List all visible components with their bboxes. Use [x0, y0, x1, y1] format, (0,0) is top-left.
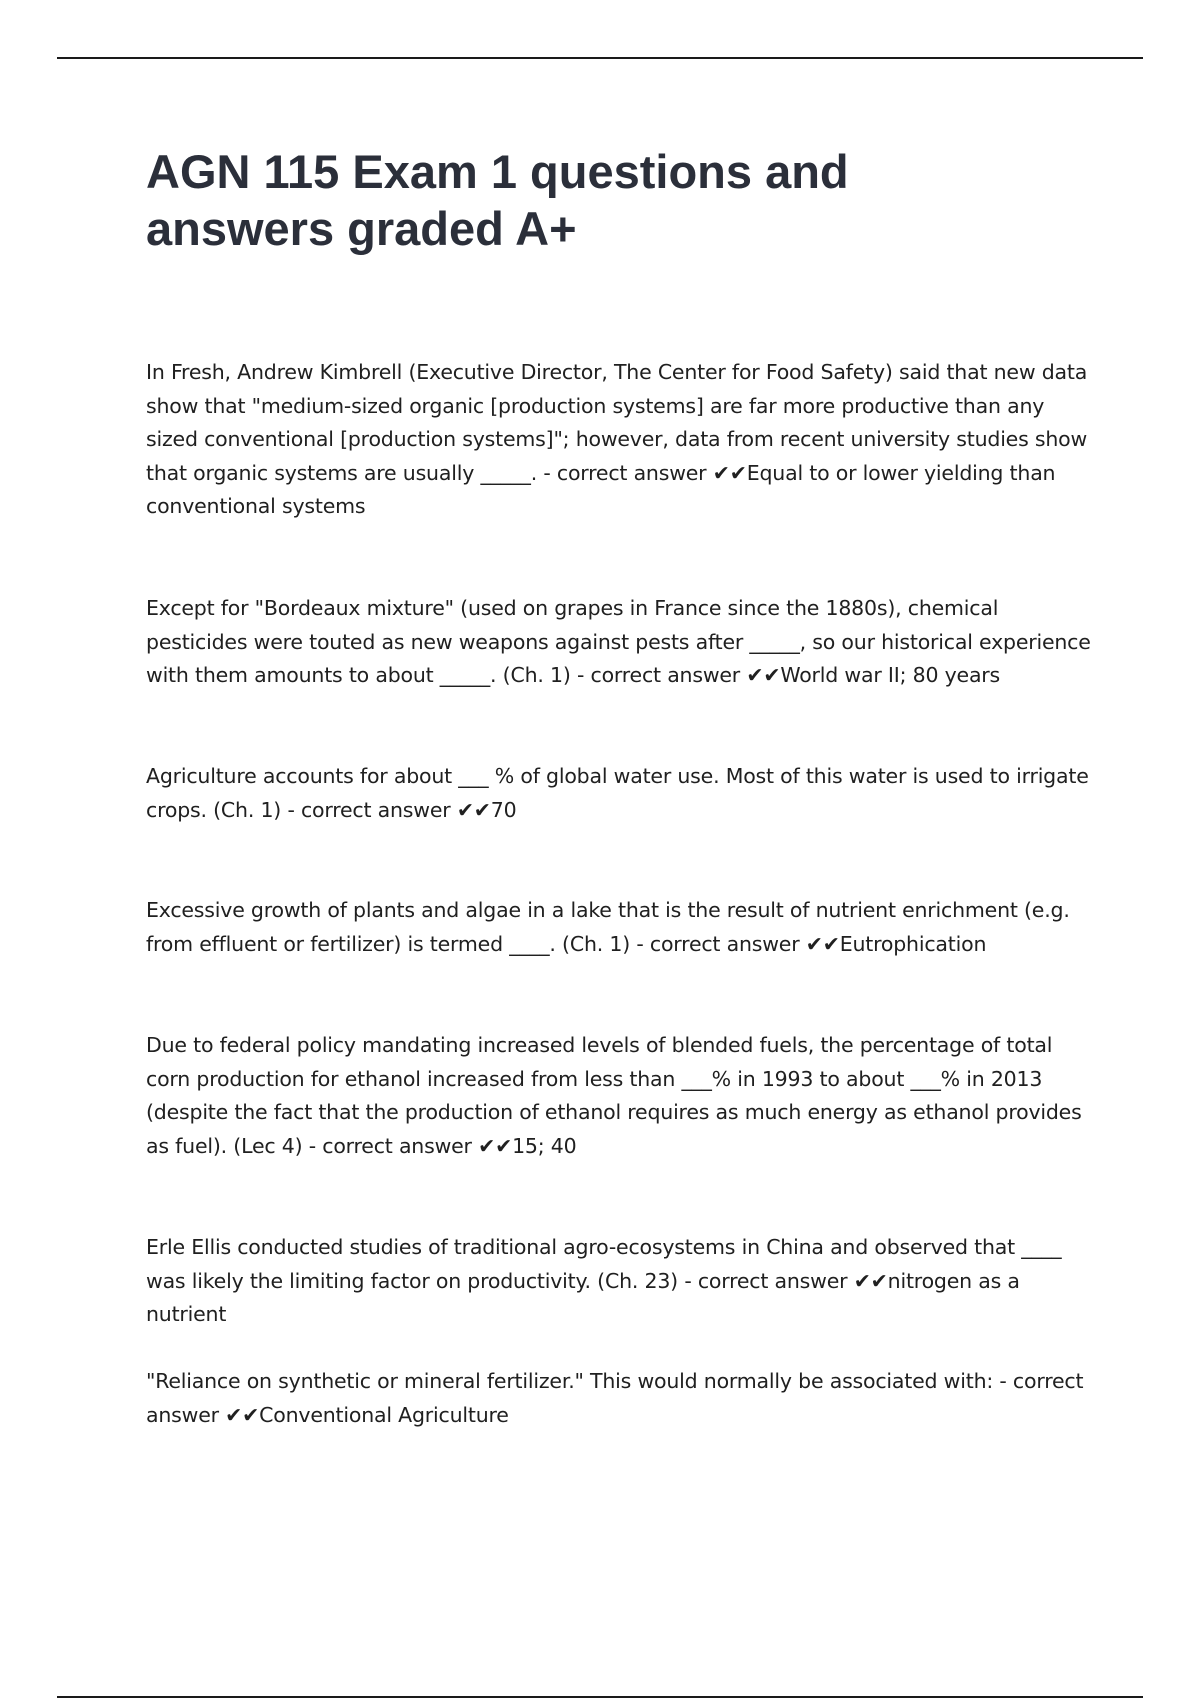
check-icon: ✔✔	[805, 931, 840, 956]
answer-prefix: - correct answer	[308, 1133, 472, 1158]
qa-item	[146, 760, 1096, 827]
question-text: Except for "Bordeaux mixture" (used on grapes in France since the 1880s), chemical pesticides were touted as new weapons against pests after _____, so our historical experience with them amounts to about _____. (Ch. 1)	[146, 596, 1091, 687]
answer-prefix: - correct answer	[636, 931, 800, 956]
answer-text: Equal to or lower yielding than conventional systems	[146, 460, 1056, 518]
answer-text: Eutrophication	[839, 931, 987, 956]
qa-item	[146, 592, 1096, 693]
answer-text: 15; 40	[512, 1133, 577, 1158]
check-icon: ✔✔	[746, 663, 781, 687]
bottom-divider	[57, 1696, 1143, 1698]
answer-prefix: - correct answer	[287, 797, 451, 822]
answer-prefix: - correct answer	[146, 1369, 1084, 1427]
question-text: Due to federal policy mandating increased levels of blended fuels, the percentage of total corn production for ethanol increased from less than ___% in 1993 to about ___% in 2013 (despite the fact that the production of ethanol requires as much energy as ethanol provides as fuel). (Lec 4)	[146, 1033, 1082, 1158]
answer-text: Conventional Agriculture	[259, 1402, 509, 1427]
answer-prefix: - correct answer	[576, 663, 741, 687]
question-text: Agriculture accounts for about ___ % of global water use. Most of this water is used to irrigate crops. (Ch. 1)	[146, 764, 1089, 822]
answer-prefix: - correct answer	[684, 1268, 848, 1293]
check-icon: ✔✔	[225, 1402, 260, 1427]
qa-item	[146, 1029, 1096, 1163]
check-icon: ✔✔	[456, 797, 491, 822]
answer-text: 70	[490, 797, 517, 822]
answer-text: nitrogen as a nutrient	[146, 1268, 1020, 1326]
question-text: In Fresh, Andrew Kimbrell (Executive Director, The Center for Food Safety) said that new data show that "medium-sized organic [production systems] are far more productive than any sized conventional [production systems]"; however, data from recent university studies show that organic systems are usually _____.	[146, 360, 1088, 485]
answer-text: World war II; 80 years	[780, 663, 1001, 687]
check-icon: ✔✔	[712, 460, 747, 485]
page-title: AGN 115 Exam 1 questions and answers graded A+	[146, 145, 849, 255]
qa-item	[146, 1365, 1096, 1432]
check-icon: ✔✔	[853, 1268, 888, 1293]
question-text: "Reliance on synthetic or mineral fertilizer." This would normally be associated with:	[146, 1369, 994, 1393]
check-icon: ✔✔	[478, 1133, 513, 1158]
qa-item	[146, 894, 1096, 961]
top-divider	[57, 57, 1143, 59]
question-text: Erle Ellis conducted studies of traditional agro-ecosystems in China and observed that ____ was likely the limiting factor on productivity. (Ch. 23)	[146, 1235, 1062, 1293]
answer-prefix: - correct answer	[543, 460, 707, 485]
qa-item	[146, 356, 1096, 524]
qa-item	[146, 1231, 1096, 1332]
question-text: Excessive growth of plants and algae in a lake that is the result of nutrient enrichment (e.g. from effluent or fertilizer) is termed ____. (Ch. 1)	[146, 898, 1070, 956]
